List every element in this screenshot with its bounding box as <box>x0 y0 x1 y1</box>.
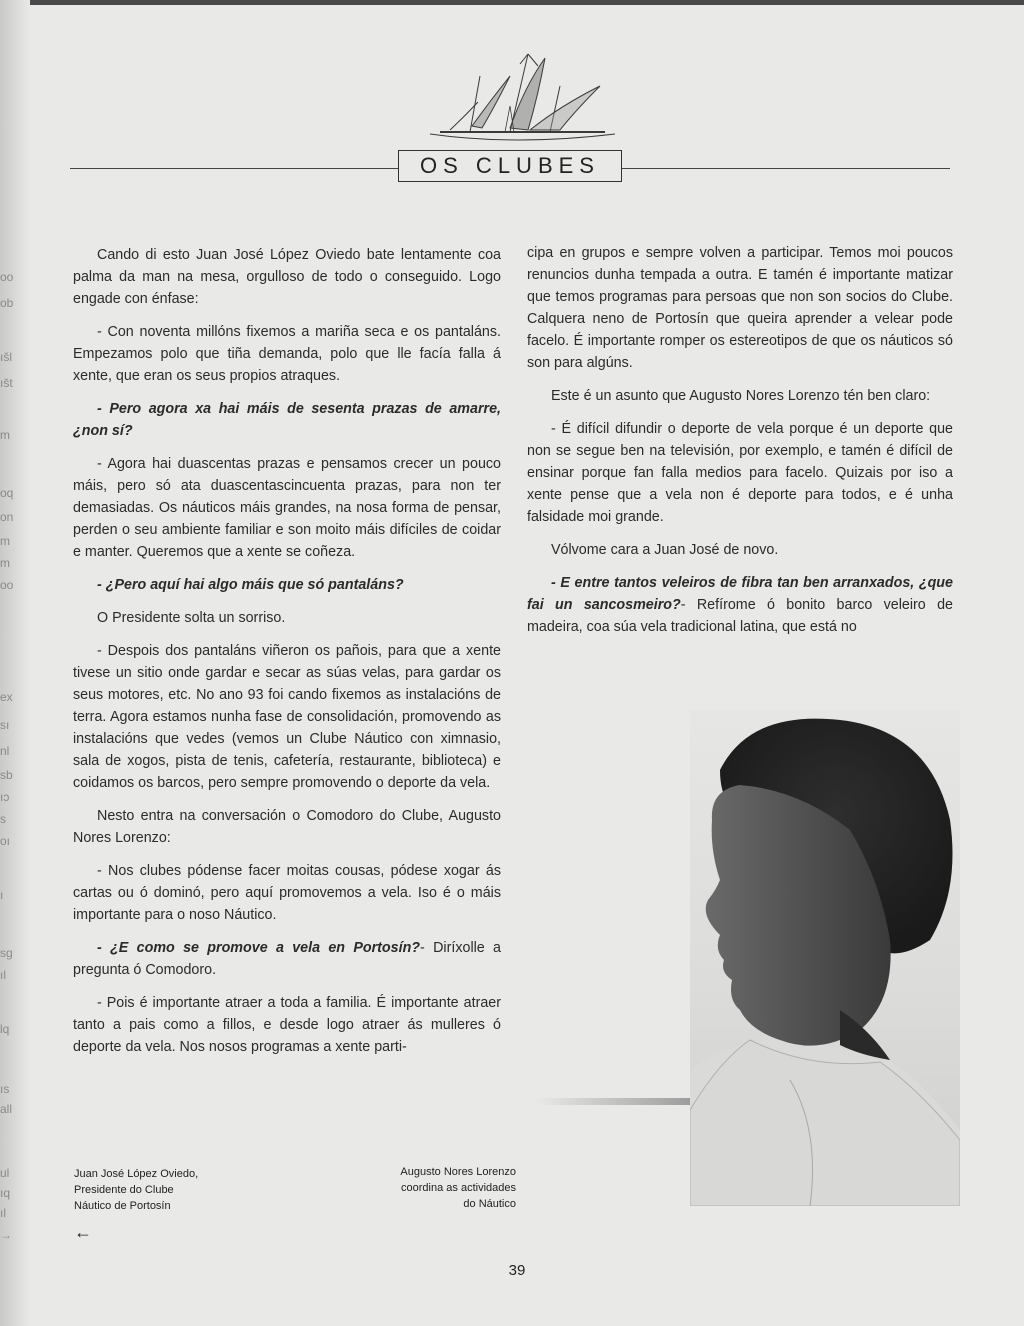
top-edge-bar <box>0 0 1024 5</box>
body-paragraph: Cando di esto Juan José López Oviedo bate lentamente coa palma da man na mesa, orgulloso de todo o conseguido. Logo engade con énfase: <box>73 247 501 307</box>
sailing-ship-illustration <box>410 46 620 146</box>
body-paragraph: - Con noventa millóns fixemos a mariña seca e os pantaláns. Empezamos polo que tiña demanda, polo que lle facía falla á xente, que eran os seus propios atraques. <box>73 324 501 384</box>
edge-text-fragment: ıs <box>0 1082 10 1096</box>
portrait-photo <box>690 710 960 1206</box>
body-paragraph: - É difícil difundir o deporte de vela porque é un deporte que non se segue ben na televisión, por exemplo, e tamén é difícil de ensinar porque fan falla medios para facelo. Quizais por iso a xente pense que a vela non é deporte para todos, e é unha falsidade moi grande. <box>527 421 953 525</box>
edge-text-fragment: ex <box>0 690 13 704</box>
edge-text-fragment: oo <box>0 578 14 592</box>
edge-text-fragment: ı <box>0 888 4 902</box>
question-paragraph <box>73 937 501 981</box>
edge-text-fragment: m <box>0 534 10 548</box>
body-paragraph: - Nos clubes pódense facer moitas cousas, pódese xogar ás cartas ou ó dominó, pero aquí promovemos a vela. Iso é o máis importante para o noso Náutico. <box>73 863 501 923</box>
body-paragraph: O Presidente solta un sorriso. <box>97 610 286 626</box>
edge-text-fragment: s <box>0 812 6 826</box>
section-title: OS CLUBES <box>398 150 622 182</box>
left-text-column <box>73 244 501 1069</box>
interview-question: - Pero agora xa hai máis de sesenta prazas de amarre, ¿non sí? <box>73 401 501 439</box>
edge-text-fragment: oı <box>0 834 11 848</box>
edge-text-fragment: m <box>0 556 10 570</box>
body-paragraph: - Despois dos pantaláns viñeron os pañois, para que a xente tivese un sitio onde gardar e secar as súas velas, para gardar os seus motores, etc. No ano 93 foi cando fixemos as instalacións de terra. Agora estamos nunha fase de consolidación, promovendo as instalacións que vedes (vemos un Clube Náutico con ximnasio, sala de xogos, pista de tenis, cafetería, restaurante, biblioteca) e coidamos os barcos, pero sempre promovendo o deporte da vela. <box>73 643 501 791</box>
photo-background-strip <box>536 1098 696 1105</box>
left-arrow-icon: ← <box>74 1222 92 1242</box>
edge-text-fragment: m <box>0 428 10 442</box>
caption-line: Juan José López Oviedo, <box>74 1168 199 1180</box>
edge-text-fragment: lq <box>0 1022 10 1036</box>
page-number: 39 <box>508 1262 526 1279</box>
edge-text-fragment: ıšl <box>0 350 12 364</box>
question-text: - ¿E como se promove a vela en Portosín? <box>97 940 421 956</box>
edge-text-fragment: ıl <box>0 1206 6 1220</box>
edge-text-fragment: nl <box>0 744 10 758</box>
edge-text-fragment: ob <box>0 296 14 310</box>
edge-text-fragment: all <box>0 1102 13 1116</box>
photo-caption-left <box>74 1166 274 1214</box>
edge-text-fragment: sı <box>0 718 10 732</box>
facing-page-edge <box>0 0 30 1326</box>
edge-text-fragment: ıq <box>0 1186 11 1200</box>
interview-question: - ¿Pero aquí hai algo máis que só pantaláns? <box>97 577 404 593</box>
caption-line: Augusto Nores Lorenzo <box>400 1166 516 1178</box>
caption-line: Náutico de Portosín <box>74 1200 171 1212</box>
right-text-column <box>527 242 953 649</box>
header-rule-right <box>622 168 950 169</box>
body-paragraph: Vólvome cara a Juan José de novo. <box>551 542 779 558</box>
edge-text-fragment: on <box>0 510 14 524</box>
body-paragraph: Este é un asunto que Augusto Nores Lorenzo tén ben claro: <box>551 388 931 404</box>
edge-text-fragment: sg <box>0 946 13 960</box>
question-text: - E entre tantos veleiros de fibra tan ben arranxados, ¿que fai un sancosmeiro? <box>527 575 953 613</box>
edge-text-fragment: sb <box>0 768 13 782</box>
edge-text-fragment: ıɔ <box>0 790 10 804</box>
body-paragraph: cipa en grupos e sempre volven a participar. Temos moi poucos renuncios dunha tempada a outra. E tamén é importante matizar que temos programas para persoas que non son socios do Clube. Calquera neno de Portosín que queira aprender a velear pode facelo. É importante romper os estereotipos de que os náuticos só son para algúns. <box>527 245 953 371</box>
caption-line: coordina as actividades <box>401 1182 516 1194</box>
caption-line: do Náutico <box>463 1198 516 1210</box>
photo-caption-right <box>358 1164 516 1212</box>
edge-text-fragment: ul <box>0 1166 10 1180</box>
caption-line: Presidente do Clube <box>74 1184 174 1196</box>
edge-text-fragment: oo <box>0 270 14 284</box>
body-paragraph: Nesto entra na conversación o Comodoro do Clube, Augusto Nores Lorenzo: <box>73 808 501 846</box>
edge-text-fragment: oq <box>0 486 14 500</box>
header-rule-left <box>70 168 398 169</box>
edge-text-fragment: ıšt <box>0 376 13 390</box>
edge-text-fragment: → <box>0 1228 12 1242</box>
edge-text-fragment: ıl <box>0 968 6 982</box>
body-paragraph: - Pois é importante atraer a toda a familia. É importante atraer tanto a pais como a fillos, e desde logo atraer ás mulleres ó deporte da vela. Nos nosos programas a xente parti- <box>73 995 501 1055</box>
body-paragraph: - Agora hai duascentas prazas e pensamos crecer un pouco máis, pero só ata duascentascincuenta prazas, para non ter demasiadas. Os náuticos máis grandes, na nosa forma de pensar, perden o seu ambiente familiar e son moito máis difíciles de coidar e manter. Queremos que a xente se coñeza. <box>73 456 501 560</box>
question-paragraph <box>527 572 953 638</box>
paragraph-text: - Refírome ó bonito barco veleiro de madeira, coa súa vela tradicional latina, que está no <box>527 597 953 635</box>
portrait-silhouette <box>690 710 960 1206</box>
paragraph-text: - Diríxolle a pregunta ó Comodoro. <box>73 940 502 978</box>
